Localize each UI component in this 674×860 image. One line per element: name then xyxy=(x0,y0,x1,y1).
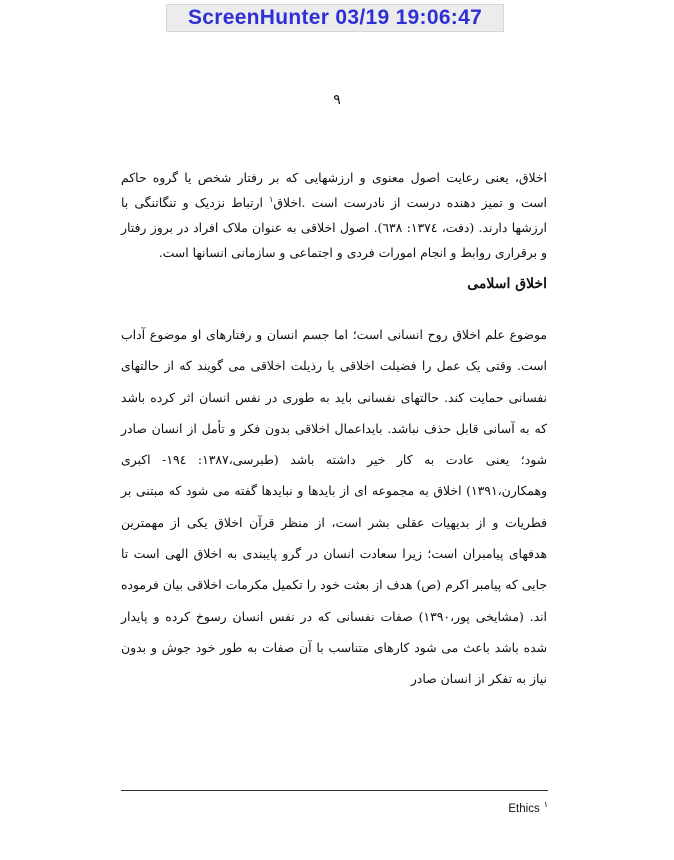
footnote-reference: ۱ xyxy=(269,194,274,204)
screenhunter-timestamp-banner: ScreenHunter 03/19 19:06:47 xyxy=(166,4,504,32)
paragraph-ethics-definition xyxy=(121,165,547,265)
footnote xyxy=(121,800,548,815)
footnote-number: ۱ xyxy=(543,800,548,809)
paragraph-text-part-2: ارتباط نزدیک و تنگاتنگی با ارزشها دارند. (دفت، ۱۳۷٤: ٦۳۸). اصول اخلاقی به عنوان ملاک افراد در بروز رفتار و برقراری روابط و انجام امورات فردی و اجتماعی و سازمانی انسانها است. xyxy=(121,195,547,260)
footnote-text: Ethics xyxy=(508,802,540,815)
paragraph-text-part-1: اخلاق، یعنی رعایت اصول معنوی و ارزشهایی که بر رفتار شخص یا گروه حاکم است و تمیز دهنده درست از نادرست است .اخلاق xyxy=(121,170,547,210)
section-heading: اخلاق اسلامی xyxy=(467,276,547,292)
footnote-divider xyxy=(121,790,548,791)
paragraph-islamic-ethics: موضوع علم اخلاق روح انسانی است؛ اما جسم انسان و رفتارهای او موضوع آداب است. وقتی یک عمل را فضیلت اخلاقی یا رذیلت اخلاقی می گویند که از حالتهای نفسانی حمایت کند. حالتهای نفسانی باید به طوری در نفس انسان اثر کرده باشد که به آسانی قابل حذف نباشد. بایداعمال اخلاقی بدون فکر و تأمل از انسان صادر شود؛ یعنی عادت به کار خیر داشته باشد (طبرسی،۱۳۸۷: ۱۹٤- اکبری وهمکارن،۱۳۹۱) اخلاق به مجموعه ای از بایدها و نبایدها گفته می شود که مبتنی بر فطریات و از بدیهیات عقلی بشر است، از منظر قرآن اخلاق یکی از مهمترین هدفهای پیامبران است؛ زیرا سعادت انسان در گرو پایبندی به اخلاق الهی است تا جایی که پیامبر اکرم (ص) هدف از بعثت خود را تکمیل مکرمات اخلاقی بیان فرموده اند. (مشایخی پور،۱۳۹۰) صفات نفسانی که در نفس انسان رسوخ کرده و پایدار شده باشد باعث می شود کارهای متناسب با آن صفات به طور خود جوش و بدون نیاز به تفکر از انسان صادر xyxy=(121,327,547,687)
page-number: ۹ xyxy=(333,92,341,108)
